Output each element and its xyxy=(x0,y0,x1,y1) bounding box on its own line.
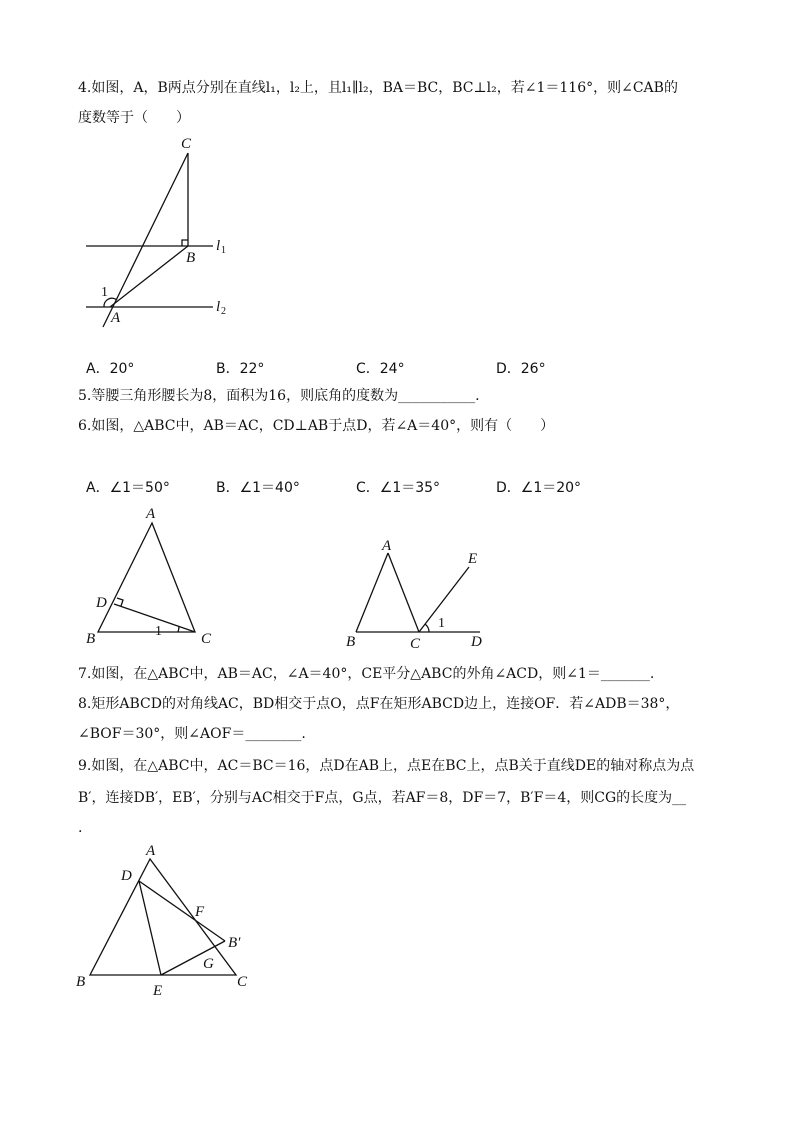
label-b-q9: B xyxy=(76,974,86,990)
label-angle-1-q7: 1 xyxy=(438,616,445,631)
label-l1-sub: 1 xyxy=(221,245,226,256)
q9-line1: 9.如图，在△ABC中，AC＝BC＝16，点D在AB上，点E在BC上，点B关于直线DE的轴对称点为点 xyxy=(78,758,695,774)
q8-line1: 8.矩形ABCD的对角线AC，BD相交于点O，点F在矩形ABCD边上，连接OF．若∠ADB＝38°， xyxy=(78,696,680,712)
q4-line2: 度数等于（ ） xyxy=(78,110,190,126)
label-b-q7: B xyxy=(346,634,356,650)
label-b-q6: B xyxy=(86,631,96,647)
triangle-abc-q9 xyxy=(90,859,236,975)
label-c-q6: C xyxy=(201,631,212,647)
label-d-q6: D xyxy=(96,595,107,611)
q4-option-c: C．24° xyxy=(356,361,405,377)
q9-line3: . xyxy=(78,820,83,836)
label-e-q9: E xyxy=(153,983,163,999)
q6-option-c: C．∠1＝35° xyxy=(356,480,441,496)
q6-text: 6.如图，△ABC中，AB＝AC，CD⊥AB于点D，若∠A＝40°，则有（ ） xyxy=(78,418,555,434)
q5-text: 5.等腰三角形腰长为8，面积为16，则底角的度数为___________. xyxy=(78,388,480,404)
q8-line2: ∠BOF＝30°，则∠AOF＝________. xyxy=(78,726,306,742)
q6-option-d: D．∠1＝20° xyxy=(496,480,582,496)
q7-text: 7.如图，在△ABC中，AB＝AC，∠A＝40°，CE平分△ABC的外角∠ACD，则∠1＝_______. xyxy=(78,666,655,682)
label-c: C xyxy=(181,136,192,152)
label-c-q9: C xyxy=(237,974,248,990)
segment-eb-prime xyxy=(161,941,225,975)
q4-option-b: B．22° xyxy=(216,361,265,377)
label-l1: l xyxy=(216,238,221,254)
segment-de xyxy=(139,881,161,975)
label-d-q9: D xyxy=(121,868,132,884)
label-d-q7: D xyxy=(471,634,482,650)
label-l2-sub: 2 xyxy=(221,306,226,317)
q4-option-d: D．26° xyxy=(496,361,546,377)
label-f-q9: F xyxy=(195,904,205,920)
label-l2: l xyxy=(216,299,221,315)
label-a: A xyxy=(111,310,121,326)
q9-line2: B′，连接DB′，EB′，分别与AC相交于F点，G点，若AF＝8，DF＝7，B′F＝4，则CG的长度为__ xyxy=(78,790,687,806)
label-e-q7: E xyxy=(468,551,478,567)
q4-option-a: A．20° xyxy=(86,361,135,377)
label-b: B xyxy=(186,250,196,266)
label-angle-1-q6: 1 xyxy=(155,624,162,639)
label-g-q9: G xyxy=(203,956,214,972)
q4-line1: 4.如图，A，B两点分别在直线l₁，l₂上，且l₁∥l₂，BA＝BC，BC⊥l₂，若∠1＝116°，则∠CAB的 xyxy=(78,80,678,96)
q6-option-a: A．∠1＝50° xyxy=(86,480,170,496)
q6-option-b: B．∠1＝40° xyxy=(216,480,300,496)
label-c-q7: C xyxy=(410,636,421,652)
label-a-q7: A xyxy=(382,538,392,554)
label-angle-1: 1 xyxy=(101,285,108,300)
label-b-prime-q9: B′ xyxy=(228,935,241,951)
segment-db-prime xyxy=(139,881,225,941)
label-a-q9: A xyxy=(146,843,156,859)
label-a-q6: A xyxy=(146,506,156,522)
